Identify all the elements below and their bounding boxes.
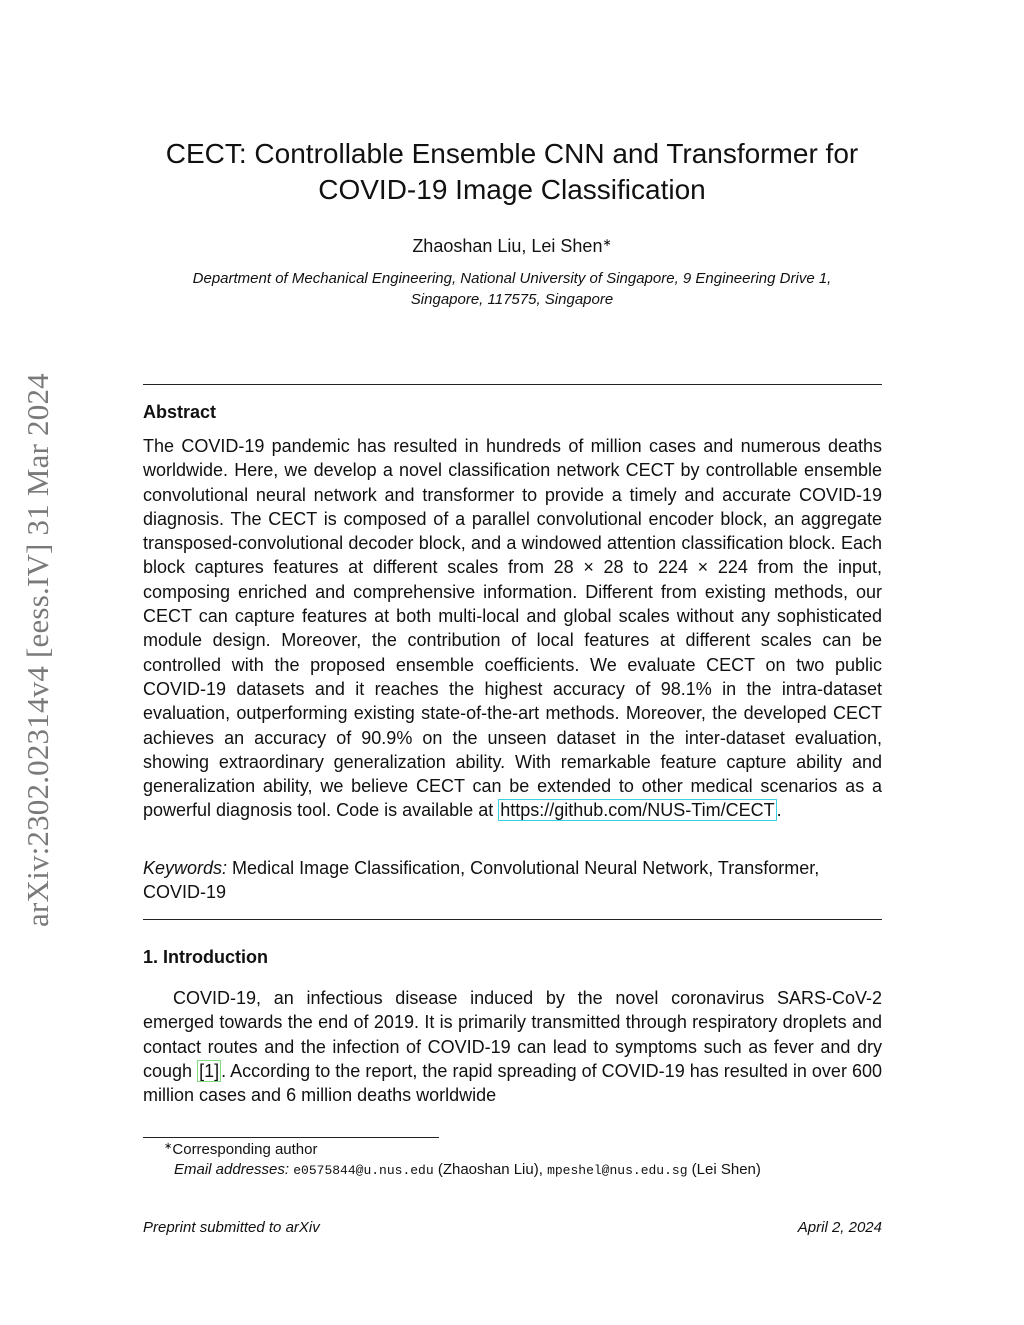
abstract-text-end: . bbox=[776, 800, 782, 821]
affiliation-line-2: Singapore, 117575, Singapore bbox=[410, 291, 614, 308]
affiliation-line-1: Department of Mechanical Engineering, National University of Singapore, 9 Engineering Drive 1, bbox=[192, 270, 832, 287]
author-names: Zhaoshan Liu, Lei Shen bbox=[412, 236, 603, 256]
footnote-corresponding-text: Corresponding author bbox=[172, 1141, 318, 1158]
code-repository-link[interactable]: https://github.com/NUS-Tim/CECT bbox=[500, 800, 775, 821]
email-2: mpeshel@nus.edu.sg bbox=[547, 1163, 688, 1178]
affiliation bbox=[130, 268, 894, 310]
keywords bbox=[143, 856, 843, 904]
abstract-text: The COVID-19 pandemic has resulted in hundreds of million cases and numerous deaths worldwide. Here, we develop a novel classification network CECT by controllable ensemble convolutional neural network and transformer to provide a timely and accurate COVID-19 diagnosis. The CECT is composed of a parallel convolutional encoder block, an aggregate transposed-convolutional decoder block, and a windowed attention classification block. Each block captures features at different scales from 28 × 28 to 224 × 224 from the input, composing enriched and comprehensive information. Different from existing methods, our CECT can capture features at both multi-local and global scales without any sophisticated module design. Moreover, the contribution of local features at different scales can be controlled with the proposed ensemble coefficients. We evaluate CECT on two public COVID-19 datasets and it reaches the highest accuracy of 98.1% in the intra-dataset evaluation, outperforming existing state-of-the-art methods. Moreover, the developed CECT achieves an accuracy of 90.9% on the unseen dataset in the inter-dataset evaluation, showing extraordinary generalization ability. With remarkable feature capture ability and generalization ability, we believe CECT can be extended to other medical scenarios as a powerful diagnosis tool. Code is available at bbox=[143, 436, 882, 821]
author-list bbox=[100, 236, 924, 257]
footer-date: April 2, 2024 bbox=[797, 1219, 882, 1236]
introduction-text-cont: . According to the report, the rapid spreading of COVID-19 has resulted in over 600 million cases and 6 million deaths worldwide bbox=[143, 1060, 883, 1106]
abstract-bottom-rule bbox=[143, 919, 882, 920]
footnote-rule bbox=[143, 1137, 439, 1138]
keywords-text: Medical Image Classification, Convolutional Neural Network, Transformer, COVID-19 bbox=[143, 858, 820, 902]
footnote-mark: ∗ bbox=[164, 1141, 173, 1152]
footnote-corresponding bbox=[164, 1141, 317, 1158]
corresponding-author-mark: ∗ bbox=[602, 237, 612, 249]
paper-title bbox=[100, 136, 924, 208]
title-line-1: CECT: Controllable Ensemble CNN and Transformer for bbox=[165, 138, 859, 169]
abstract-top-rule bbox=[143, 384, 882, 385]
email-1: e0575844@u.nus.edu bbox=[293, 1163, 434, 1178]
footnote-emails bbox=[174, 1161, 761, 1178]
footer-preprint-note: Preprint submitted to arXiv bbox=[143, 1219, 320, 1236]
citation-link[interactable]: [1] bbox=[199, 1060, 220, 1081]
abstract-body bbox=[143, 434, 882, 823]
keywords-label: Keywords: bbox=[143, 858, 228, 878]
abstract-heading: Abstract bbox=[143, 402, 217, 422]
email-1-name: (Zhaoshan Liu), bbox=[433, 1161, 548, 1178]
email-2-name: (Lei Shen) bbox=[687, 1161, 761, 1178]
title-line-2: COVID-19 Image Classification bbox=[318, 174, 706, 205]
introduction-body bbox=[143, 986, 882, 1107]
introduction-text: COVID-19, an infectious disease induced by the novel coronavirus SARS-CoV-2 emerged towards the end of 2019. It is primarily transmitted through respiratory droplets and contact routes and the infection of COVID-19 can lead to symptoms such as fever and dry cough bbox=[143, 988, 882, 1081]
arxiv-side-stamp: arXiv:2302.02314v4 [eess.IV] 31 Mar 2024 bbox=[20, 373, 55, 927]
email-label: Email addresses: bbox=[174, 1161, 290, 1178]
introduction-heading: 1. Introduction bbox=[143, 947, 268, 967]
